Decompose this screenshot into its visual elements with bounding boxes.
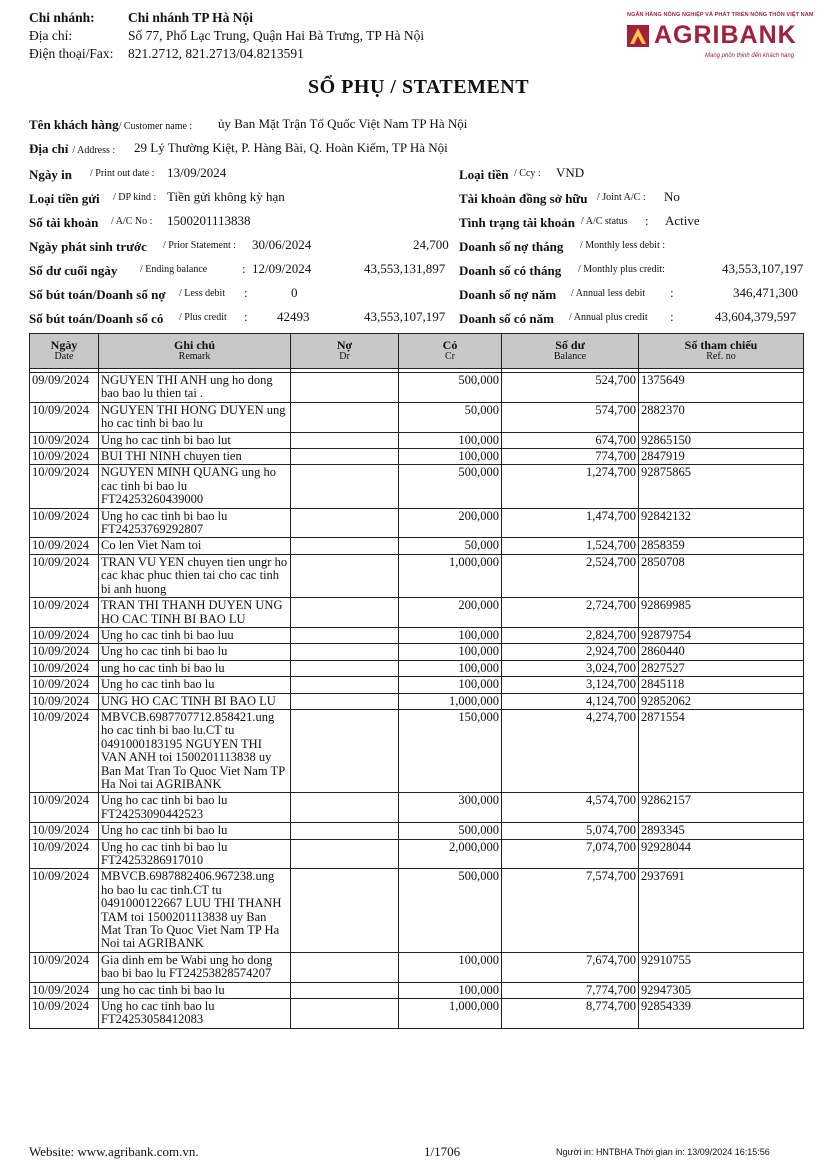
row-debit [291,598,399,628]
row-date: 09/09/2024 [30,373,99,403]
row-debit [291,465,399,508]
customer-address-value: 29 Lý Thường Kiệt, P. Hàng Bài, Q. Hoàn Kiếm, TP Hà Nội [134,140,448,155]
row-date: 10/09/2024 [30,677,99,693]
row-ref: 92865150 [639,432,804,448]
monthly-credit-value: 43,553,107,197 [722,261,804,276]
joint-account-value: No [664,189,680,204]
row-date: 10/09/2024 [30,660,99,676]
account-no-label: Số tài khoản [29,215,99,230]
logo-tagline: Mang phồn thịnh đến khách hàng [705,53,795,59]
row-credit: 100,000 [399,660,502,676]
row-date: 10/09/2024 [30,627,99,643]
row-remark: Co len Viet Nam toi [99,538,291,554]
table-row [30,982,804,998]
customer-name-value: ủy Ban Mặt Trận Tổ Quốc Việt Nam TP Hà Nội [218,116,468,131]
row-ref: 2850708 [639,554,804,597]
less-debit-count: 0 [291,285,298,300]
row-balance: 7,774,700 [502,982,639,998]
row-ref: 2845118 [639,677,804,693]
logo-word: AGRIBANK [654,21,797,49]
row-debit [291,823,399,839]
plus-credit-count: 42493 [277,309,310,324]
annual-debit-value: 346,471,300 [733,285,798,300]
ending-balance-colon: : [242,261,246,276]
account-status-colon: : [645,213,649,228]
account-status-label: Tình trạng tài khoản [459,215,575,230]
row-date: 10/09/2024 [30,598,99,628]
table-row [30,644,804,660]
row-debit [291,373,399,403]
row-ref: 2871554 [639,709,804,792]
row-remark: NGUYEN THI HONG DUYEN ung ho cac tinh bi bao lu [99,402,291,432]
row-remark: MBVCB.6987707712.858421.ung ho cac tinh bi bao lu.CT tu 0491000183195 NGUYEN THI VAN ANH toi 1500201113838 uy Ban Mat Tran To Quoc Viet Nam TP Ha Noi tai AGRIBANK [99,709,291,792]
row-debit [291,538,399,554]
annual-debit-colon: : [670,285,674,300]
row-debit [291,982,399,998]
row-balance: 5,074,700 [502,823,639,839]
dp-kind-label: Loại tiền gửi [29,191,100,206]
table-row [30,952,804,982]
row-remark: TRAN THI THANH DUYEN UNG HO CAC TINH BI BAO LU [99,598,291,628]
row-date: 10/09/2024 [30,554,99,597]
row-debit [291,693,399,709]
page-title: SỔ PHỤ / STATEMENT [308,76,530,98]
table-row [30,660,804,676]
print-date-label: Ngày in [29,167,72,182]
row-date: 10/09/2024 [30,465,99,508]
row-remark: TRAN VU YEN chuyen tien ungr ho cac khac phuc thien tai cho cac tinh bi anh huong [99,554,291,597]
row-credit: 500,000 [399,373,502,403]
row-remark: Ung ho cac tinh bi bao lu FT24253769292807 [99,508,291,538]
footer-printer-info: Người in: HNTBHA Thời gian in: 13/09/2024 16:15:56 [556,1147,770,1157]
row-date: 10/09/2024 [30,839,99,869]
ending-balance-date: 12/09/2024 [252,261,312,276]
row-ref: 92879754 [639,627,804,643]
plus-credit-colon: : [244,309,248,324]
account-no-value: 1500201113838 [167,213,251,228]
table-row [30,508,804,538]
branch-address-value: Số 77, Phố Lạc Trung, Quận Hai Bà Trưng, TP Hà Nội [128,28,425,43]
row-debit [291,508,399,538]
dp-kind-label-en: / DP kind : [113,192,157,203]
branch-phone-value: 821.2712, 821.2713/04.8213591 [128,46,304,61]
logo-top-text: NGÂN HÀNG NÔNG NGHIỆP VÀ PHÁT TRIỂN NÔNG THÔN VIỆT NAM [627,12,814,18]
monthly-debit-label-en: / Monthly less debit : [580,240,665,251]
dp-kind-value: Tiền gửi không kỳ hạn [167,189,285,204]
prior-statement-date: 30/06/2024 [252,237,312,252]
table-row [30,677,804,693]
row-balance: 8,774,700 [502,999,639,1029]
row-date: 10/09/2024 [30,432,99,448]
row-credit: 1,000,000 [399,554,502,597]
account-no-label-en: / A/C No : [111,216,153,227]
row-date: 10/09/2024 [30,823,99,839]
footer-website: Website: www.agribank.com.vn. [29,1144,199,1159]
row-balance: 4,574,700 [502,793,639,823]
row-balance: 574,700 [502,402,639,432]
row-remark: Ung ho cac tinh bi bao lu [99,644,291,660]
row-remark: Ung ho cac tinh bi bao lu [99,823,291,839]
row-credit: 2,000,000 [399,839,502,869]
monthly-debit-label: Doanh số nợ tháng [459,239,564,254]
row-date: 10/09/2024 [30,449,99,465]
row-credit: 150,000 [399,709,502,792]
row-remark: ung ho cac tinh bi bao lu [99,660,291,676]
table-row [30,709,804,792]
joint-account-label-en: / Joint A/C : [597,192,646,203]
row-debit [291,793,399,823]
row-ref: 92928044 [639,839,804,869]
row-ref: 92842132 [639,508,804,538]
table-row [30,823,804,839]
row-credit: 50,000 [399,538,502,554]
currency-label-en: / Ccy : [514,168,541,179]
prior-statement-amount: 24,700 [413,237,449,252]
row-debit [291,677,399,693]
row-balance: 524,700 [502,373,639,403]
row-remark: Ung ho cac tinh bi bao lut [99,432,291,448]
row-ref: 92869985 [639,598,804,628]
row-debit [291,839,399,869]
row-remark: Ung ho cac tinh bi bao luu [99,627,291,643]
print-date-value: 13/09/2024 [167,165,227,180]
row-credit: 100,000 [399,952,502,982]
row-credit: 1,000,000 [399,693,502,709]
row-credit: 500,000 [399,465,502,508]
row-credit: 100,000 [399,677,502,693]
col-header-balance: Số dư Balance [502,334,639,369]
row-date: 10/09/2024 [30,402,99,432]
row-remark: ung ho cac tinh bi bao lu [99,982,291,998]
row-date: 10/09/2024 [30,999,99,1029]
branch-phone-label: Điện thoại/Fax: [29,46,114,61]
monthly-credit-label: Doanh số có tháng [459,263,562,278]
row-remark: MBVCB.6987882406.967238.ung ho bao lu cac tinh.CT tu 0491000122667 LUU THI THANH TAM toi 1500201113838 uy Ban Mat Tran To Quoc Viet Nam TP Ha Noi tai AGRIBANK [99,869,291,952]
row-balance: 774,700 [502,449,639,465]
row-debit [291,402,399,432]
row-remark: UNG HO CAC TINH BI BAO LU [99,693,291,709]
row-ref: 2893345 [639,823,804,839]
customer-name-label-en: / Customer name : [118,121,193,132]
col-header-date: Ngày Date [30,334,99,369]
ending-balance-amount: 43,553,131,897 [364,261,446,276]
row-credit: 500,000 [399,869,502,952]
row-date: 10/09/2024 [30,869,99,952]
row-remark: NGUYEN THI ANH ung ho dong bao bao lu thien tai . [99,373,291,403]
col-header-remark: Ghi chú Remark [99,334,291,369]
row-balance: 2,724,700 [502,598,639,628]
row-ref: 92947305 [639,982,804,998]
row-remark: Gia dinh em be Wabi ung ho dong bao bi bao lu FT24253828574207 [99,952,291,982]
plus-credit-label-en: / Plus credit [179,312,227,323]
row-date: 10/09/2024 [30,793,99,823]
customer-address-label-en: / Address : [72,145,116,156]
row-balance: 7,574,700 [502,869,639,952]
row-ref: 92910755 [639,952,804,982]
row-credit: 300,000 [399,793,502,823]
row-remark: Ung ho cac tinh bao lu [99,677,291,693]
row-date: 10/09/2024 [30,644,99,660]
table-row [30,402,804,432]
currency-label: Loại tiền [459,167,509,182]
row-ref: 2937691 [639,869,804,952]
prior-statement-label: Ngày phát sinh trước [29,239,147,254]
table-row [30,465,804,508]
row-date: 10/09/2024 [30,982,99,998]
ending-balance-label: Số dư cuối ngày [29,263,118,278]
row-debit [291,627,399,643]
table-row [30,373,804,403]
table-row [30,793,804,823]
row-balance: 674,700 [502,432,639,448]
row-ref: 2847919 [639,449,804,465]
plus-credit-label: Số bút toán/Doanh số có [29,311,164,326]
row-date: 10/09/2024 [30,693,99,709]
row-date: 10/09/2024 [30,709,99,792]
row-credit: 500,000 [399,823,502,839]
row-credit: 100,000 [399,432,502,448]
row-credit: 1,000,000 [399,999,502,1029]
transactions-table [29,333,804,1029]
row-ref: 92875865 [639,465,804,508]
row-ref: 92862157 [639,793,804,823]
ending-balance-label-en: / Ending balance [140,264,208,275]
footer-page-number: 1/1706 [424,1144,461,1159]
table-row [30,432,804,448]
table-row [30,627,804,643]
row-ref: 2860440 [639,644,804,660]
customer-name-label: Tên khách hàng [29,117,119,132]
table-row [30,598,804,628]
row-debit [291,554,399,597]
row-ref: 92854339 [639,999,804,1029]
table-row [30,554,804,597]
row-debit [291,709,399,792]
row-credit: 100,000 [399,982,502,998]
table-header-row [30,334,804,369]
table-row [30,449,804,465]
row-balance: 7,074,700 [502,839,639,869]
row-date: 10/09/2024 [30,538,99,554]
row-ref: 92852062 [639,693,804,709]
row-remark: NGUYEN MINH QUANG ung ho cac tinh bi bao lu FT24253260439000 [99,465,291,508]
row-credit: 100,000 [399,449,502,465]
row-balance: 3,024,700 [502,660,639,676]
less-debit-label: Số bút toán/Doanh số nợ [29,287,166,302]
row-remark: BUI THI NINH chuyen tien [99,449,291,465]
prior-statement-label-en: / Prior Statement : [163,240,237,251]
row-debit [291,432,399,448]
row-debit [291,660,399,676]
row-balance: 3,124,700 [502,677,639,693]
table-row [30,999,804,1029]
row-balance: 4,274,700 [502,709,639,792]
table-row [30,839,804,869]
row-remark: Ung ho cac tinh bao lu FT24253058412083 [99,999,291,1029]
row-debit [291,449,399,465]
col-header-debit: Nợ Dr [291,334,399,369]
annual-credit-colon: : [670,309,674,324]
row-remark: Ung ho cac tinh bi bao lu FT24253090442523 [99,793,291,823]
row-credit: 50,000 [399,402,502,432]
row-date: 10/09/2024 [30,952,99,982]
joint-account-label: Tài khoản đồng sở hữu [459,191,588,206]
less-debit-colon: : [244,285,248,300]
row-credit: 100,000 [399,627,502,643]
col-header-ref: Số tham chiếu Ref. no [639,334,804,369]
table-row [30,693,804,709]
row-balance: 2,524,700 [502,554,639,597]
row-credit: 100,000 [399,644,502,660]
row-ref: 1375649 [639,373,804,403]
less-debit-label-en: / Less debit [179,288,226,299]
table-row [30,538,804,554]
row-ref: 2882370 [639,402,804,432]
print-date-label-en: / Print out date : [90,168,155,179]
row-balance: 7,674,700 [502,952,639,982]
account-status-label-en: / A/C status [581,216,628,227]
account-status-value: Active [665,213,700,228]
branch-address-label: Địa chỉ: [29,28,73,43]
row-debit [291,999,399,1029]
annual-credit-label-en: / Annual plus credit [569,312,648,323]
row-balance: 1,274,700 [502,465,639,508]
customer-address-label: Địa chỉ [29,141,69,156]
annual-debit-label-en: / Annual less debit [571,288,646,299]
plus-credit-amount: 43,553,107,197 [364,309,446,324]
branch-label: Chi nhánh: [29,10,95,25]
row-balance: 1,474,700 [502,508,639,538]
annual-credit-label: Doanh số có năm [459,311,554,326]
monthly-credit-label-en: / Monthly plus credit: [578,264,665,275]
annual-debit-label: Doanh số nợ năm [459,287,557,302]
row-balance: 2,924,700 [502,644,639,660]
annual-credit-value: 43,604,379,597 [715,309,797,324]
row-ref: 2858359 [639,538,804,554]
table-row [30,869,804,952]
row-credit: 200,000 [399,508,502,538]
row-debit [291,952,399,982]
row-balance: 2,824,700 [502,627,639,643]
row-balance: 1,524,700 [502,538,639,554]
row-credit: 200,000 [399,598,502,628]
currency-value: VND [556,165,585,180]
agribank-logo-icon [627,25,649,47]
row-balance: 4,124,700 [502,693,639,709]
col-header-credit: Có Cr [399,334,502,369]
row-debit [291,644,399,660]
row-debit [291,869,399,952]
row-date: 10/09/2024 [30,508,99,538]
row-ref: 2827527 [639,660,804,676]
row-remark: Ung ho cac tinh bi bao lu FT24253286917010 [99,839,291,869]
branch-value: Chi nhánh TP Hà Nội [128,10,254,25]
